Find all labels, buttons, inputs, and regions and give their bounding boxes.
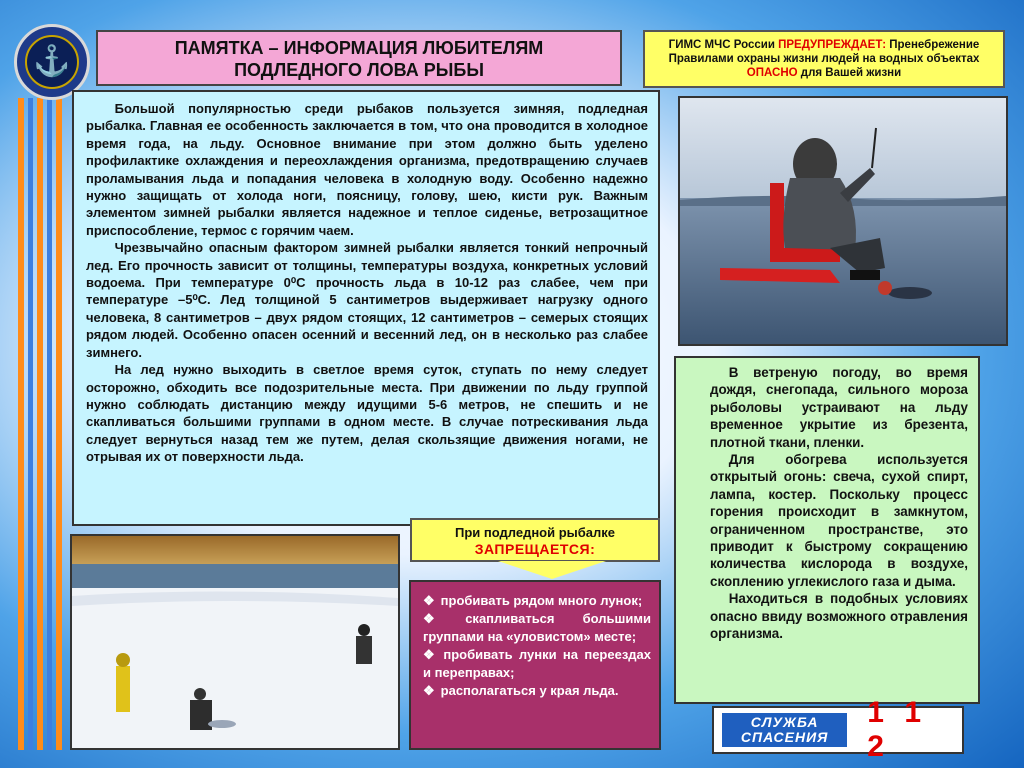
forbidden-heading [410, 518, 660, 562]
list-item: ❖ скапливаться большими группами на «уловистом» месте; [423, 611, 651, 644]
warning-danger: ОПАСНО [746, 67, 798, 79]
right-paragraph-2: Для обогрева используется открытый огонь: свеча, сухой спирт, лампа, костер. Поскольку процесс горения происходит в замкнутом, ограниченном пространстве, это приводит к быстрому сокращению количества кислорода в воздухе, скоплению углекислого газа и дыма. [710, 452, 968, 589]
right-text-panel [674, 356, 980, 704]
list-item: ❖ располагаться у края льда. [423, 683, 619, 698]
main-paragraph-2: Чрезвычайно опасным фактором зимней рыбалки является тонкий непрочный лед. Его прочность зависит от толщины, температуры воздуха, конкретных условий водоема. При температуре 0⁰С прочность льда в 10-12 раз слабее, чем при температуре –5⁰С. Лед толщиной 5 сантиметров выдерживает нагрузку одного человека, 8 сантиметров – двух рядом стоящих, 12 сантиметров – семерых стоящих рядом людей. Особенно опасен осенний и весенний лед, он в несколько раз слабее зимнего. [86, 240, 648, 360]
forbidden-heading-red: ЗАПРЕЩАЕТСЯ: [474, 541, 596, 557]
arrow-down-icon [498, 561, 606, 579]
title-line-1: ПАМЯТКА – ИНФОРМАЦИЯ ЛЮБИТЕЛЯМ [174, 38, 544, 58]
rescue-service-badge [712, 696, 964, 763]
diamond-bullet-icon: ❖ [423, 683, 435, 698]
gims-emblem [14, 24, 90, 100]
warning-box [643, 30, 1005, 88]
rescue-service-logo [722, 713, 847, 747]
photo-ice-fisherman [678, 96, 1008, 346]
warning-verb: ПРЕДУПРЕЖДАЕТ: [778, 39, 887, 51]
service-line-1: СЛУЖБА [750, 714, 819, 730]
forbidden-list [409, 580, 661, 750]
right-paragraph-1: В ветреную погоду, во время дождя, снегопада, сильного мороза рыболовы устраивают на льду временное укрытие из брезента, плотной ткани, пленки. [710, 365, 968, 450]
right-paragraph-3: Находиться в подобных условиях опасно ввиду возможного отравления организма. [710, 591, 968, 642]
warning-org: ГИМС МЧС России [668, 39, 779, 51]
main-paragraph-3: На лед нужно выходить в светлое время суток, ступать по нему следует осторожно, обходить все подозрительные места. При движении по льду группой нужно соблюдать дистанцию между идущими 5-6 метров, не спешить и не скапливаться большими группами в одном месте. В случае потрескивания льда следует вернуться назад тем же путем, делая скользящие движения ногами, не отрывая их от поверхности льда. [86, 362, 648, 465]
forbidden-heading-text: При подледной рыбалке [454, 525, 616, 540]
main-text-panel [72, 90, 660, 526]
list-item: ❖ пробивать лунки на переездах и переправах; [423, 647, 651, 680]
emergency-number: 1 1 2 [867, 696, 928, 763]
diamond-bullet-icon: ❖ [423, 593, 435, 608]
diamond-bullet-icon: ❖ [423, 647, 438, 662]
main-paragraph-1: Большой популярностью среди рыбаков пользуется зимняя, подледная рыбалка. Главная ее особенность заключается в том, что она проводится в холодное время года, на льду. Основное внимание при этом должно быть уделено профилактике охлаждения и переохлаждения организма, предотвращению случаев проламывания льда и попадания человека в холодную воду. Особенно надежно нужно защищать от холода ноги, поясницу, голову, шею, кисти рук. Важным элементом зимней рыбалки является надежное и теплое сиденье, ветрозащитное приспособление, термос с горячим чаем. [86, 101, 648, 238]
warning-text: Пренебрежение Правилами охраны жизни людей на водных объектах [668, 39, 980, 65]
page-title [96, 30, 622, 86]
service-line-2: СПАСЕНИЯ [740, 729, 829, 745]
list-item: ❖ пробивать рядом много лунок; [423, 593, 643, 608]
anchor-icon: ⚓ [25, 35, 79, 89]
decorative-stripes [18, 98, 62, 750]
photo-frozen-lake [70, 534, 400, 750]
diamond-bullet-icon: ❖ [423, 611, 460, 626]
title-line-2: ПОДЛЕДНОГО ЛОВА РЫБЫ [234, 60, 484, 80]
warning-text-end: для Вашей жизни [797, 67, 902, 79]
